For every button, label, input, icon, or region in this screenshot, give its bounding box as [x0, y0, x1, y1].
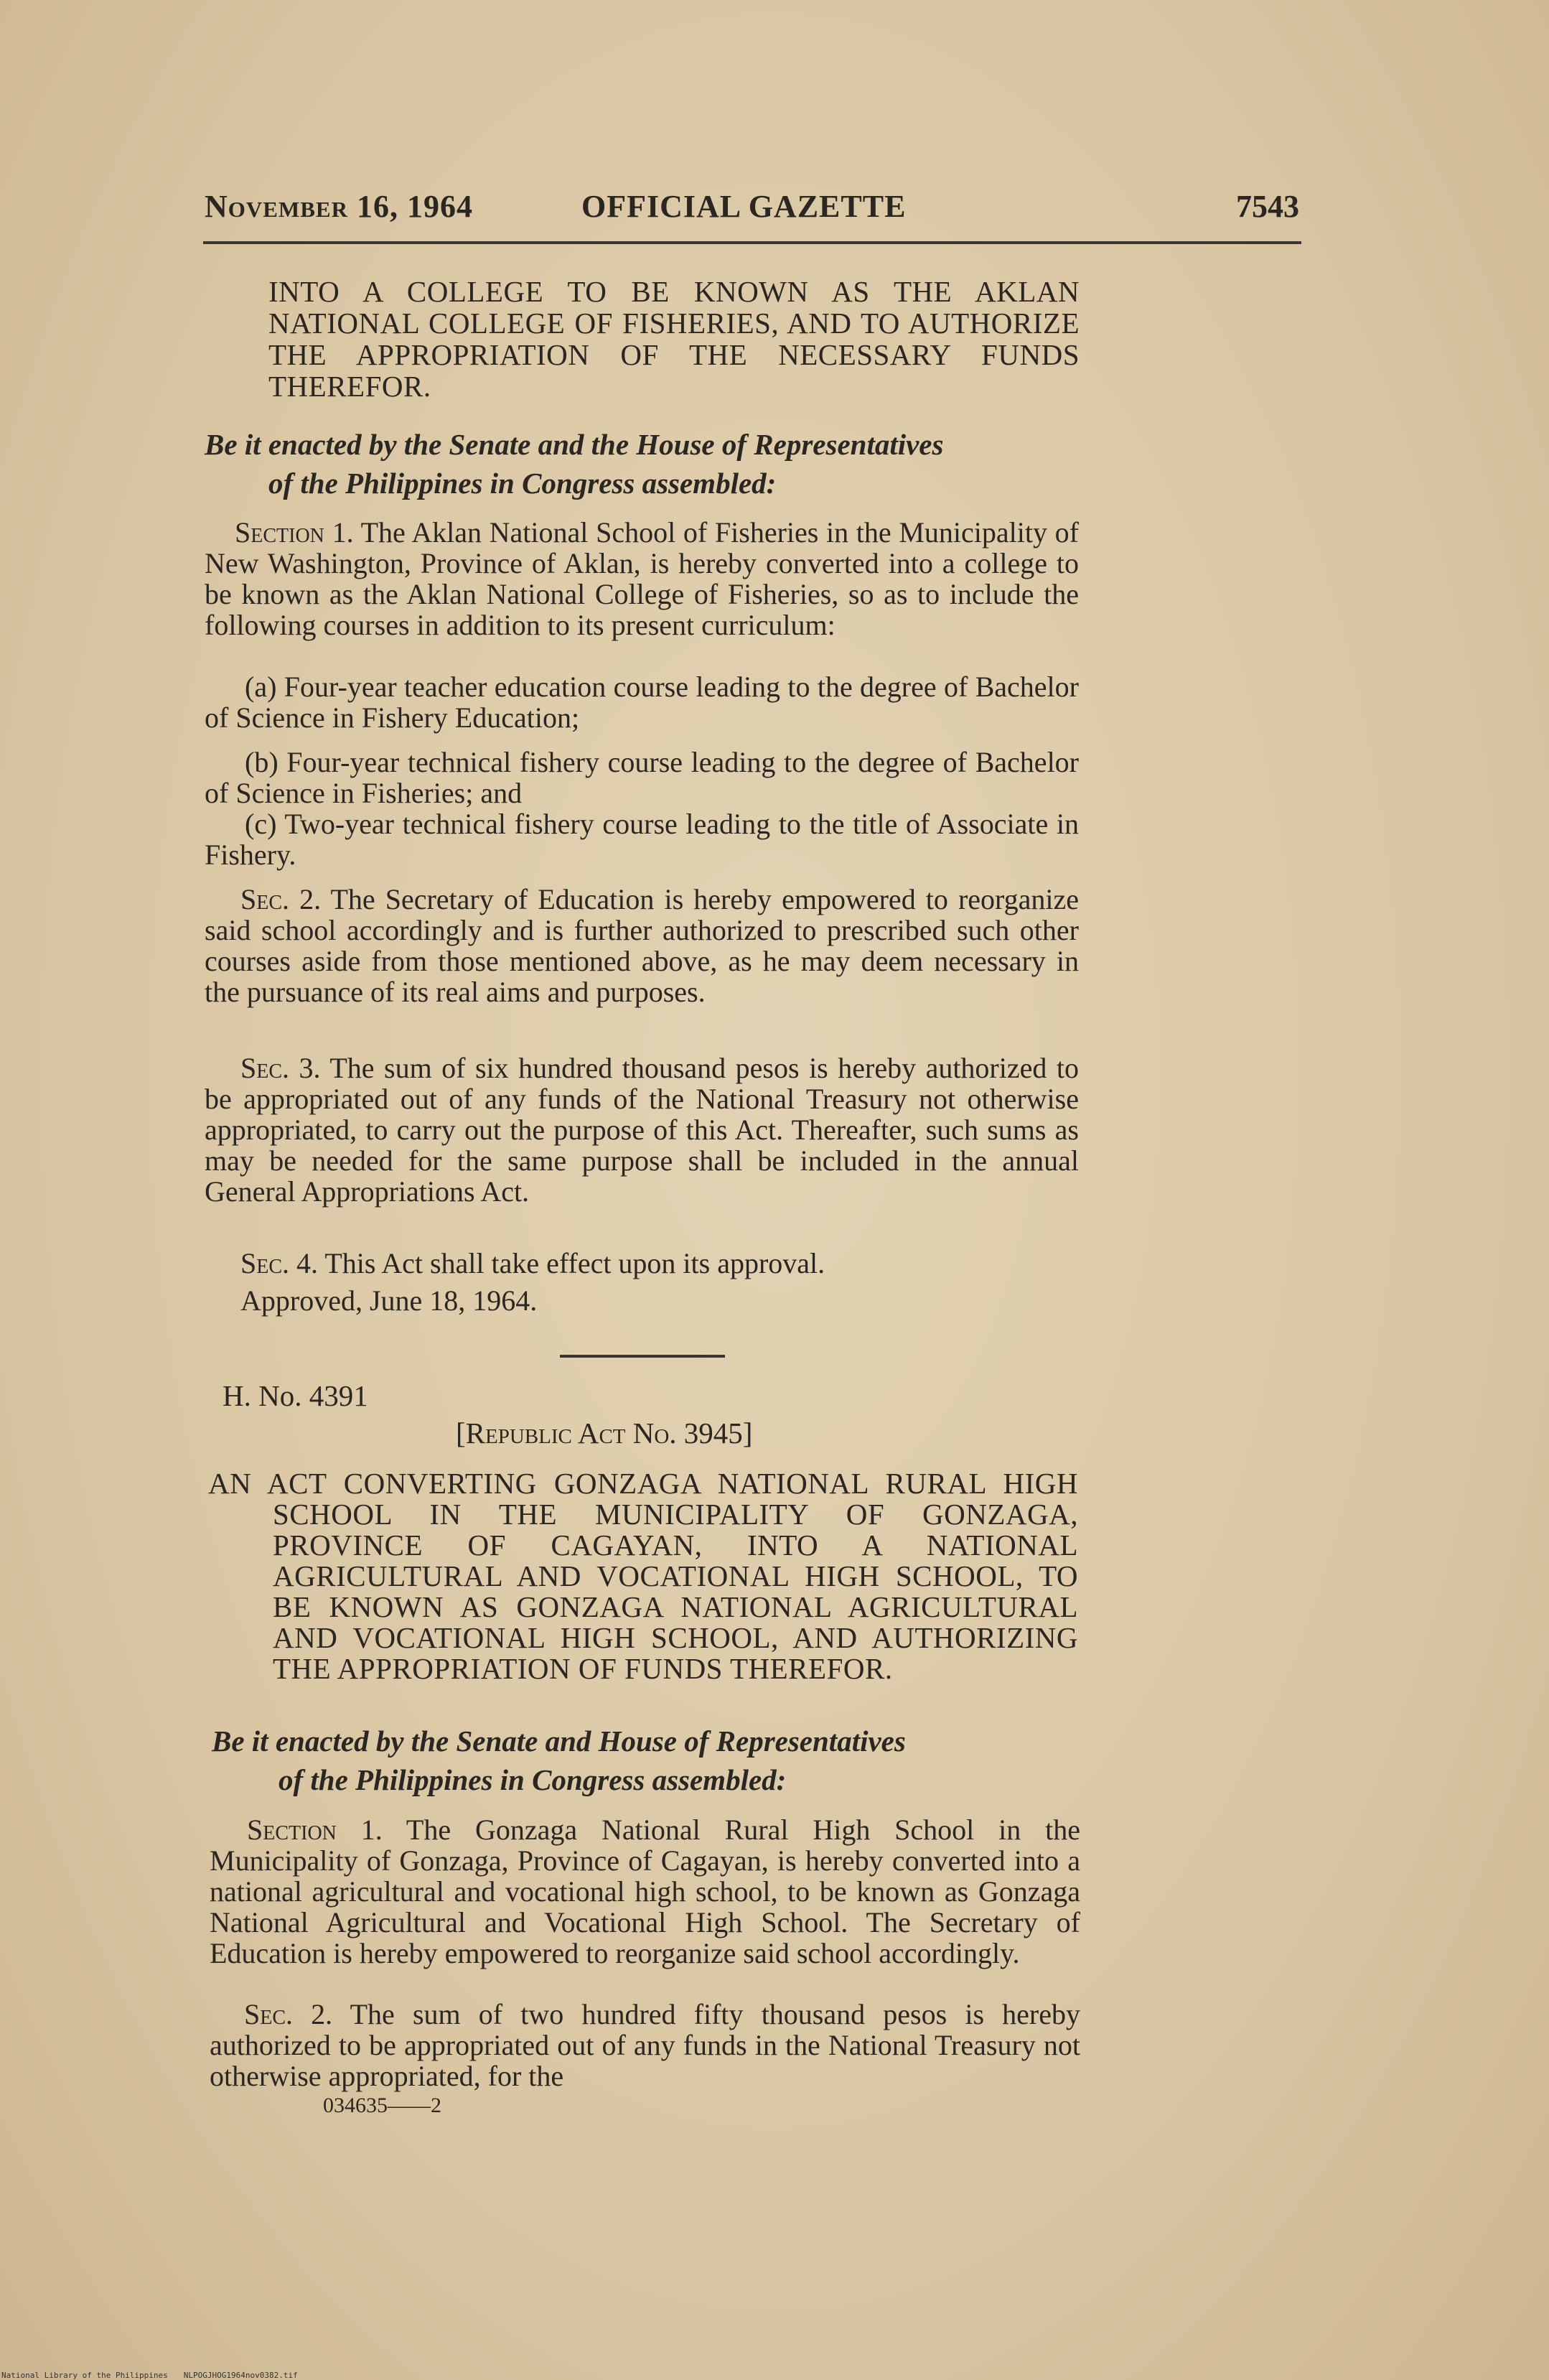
- section-text: The Aklan National School of Fisheries in the Municipality of New Washington, Province of Aklan, is hereby converted into a college to be known as the Aklan National College of Fisheries, so as to include the following courses in addition to its present curriculum:: [205, 516, 1080, 641]
- act1-section-3: [205, 1053, 1079, 1207]
- footer-library: National Library of the Philippines: [1, 2371, 168, 2380]
- act1-enacting-clause-line2: of the Philippines in Congress assembled:: [268, 467, 777, 500]
- section-text: This Act shall take effect upon its approval.: [324, 1247, 825, 1279]
- page-number: 7543: [1236, 189, 1299, 224]
- signature-mark: 034635——2: [323, 2094, 441, 2117]
- act1-enacting-clause-line1: Be it enacted by the Senate and the House of Representatives: [205, 428, 944, 461]
- act1-item-b: (b) Four-year technical fishery course leading to the degree of Bachelor of Science in Fisheries; and: [205, 746, 1079, 809]
- house-bill-number: H. No. 4391: [223, 1379, 368, 1412]
- section-label: Sec. 4.: [240, 1247, 319, 1279]
- act2-title: AN ACT CONVERTING GONZAGA NATIONAL RURAL HIGH SCHOOL IN THE MUNICIPALITY OF GONZAGA, PROVINCE OF CAGAYAN, INTO A NATIONAL AGRICULTURAL AND VOCATIONAL HIGH SCHOOL, TO BE KNOWN AS GONZAGA NATIONAL AGRICULTURAL AND VOCATIONAL HIGH SCHOOL, AND AUTHORIZING THE APPROPRIATION OF FUNDS THEREFOR.: [208, 1467, 1078, 1685]
- scan-footer: [1, 2371, 298, 2380]
- section-text: The sum of six hundred thousand pesos is hereby authorized to be appropriated out of any funds of the National Treasury not otherwise appropriated, to carry out the purpose of this Act. Thereafter, such sums as may be needed for the same purpose shall be included in the annual General Appropriations Act.: [205, 1052, 1079, 1208]
- section-divider: [560, 1355, 725, 1358]
- section-label: Sec. 2.: [240, 883, 322, 915]
- section-text: The Secretary of Education is hereby empowered to reorganize said school accordingly and is further authorized to prescribed such other courses aside from those mentioned above, as he may deem necessary in the pursuance of its real aims and purposes.: [205, 883, 1079, 1008]
- act1-item-c: (c) Two-year technical fishery course leading to the title of Associate in Fishery.: [205, 808, 1079, 871]
- act2-enacting-clause-line2: of the Philippines in Congress assembled:: [279, 1763, 787, 1796]
- section-label: Section 1.: [247, 1814, 383, 1846]
- section-text: The sum of two hundred fifty thousand pesos is hereby authorized to be appropriated out of any funds in the National Treasury not otherwise appropriated, for the: [210, 1998, 1080, 2092]
- act1-section-1: [205, 517, 1079, 640]
- issue-date: November 16, 1964: [205, 189, 473, 224]
- act2-section-1: [210, 1814, 1080, 1969]
- running-head: [205, 188, 1299, 231]
- act2-section-2: [210, 1999, 1080, 2091]
- act1-approved: Approved, June 18, 1964.: [240, 1284, 538, 1317]
- footer-filename: NLPOGJHOG1964nov0382.tif: [183, 2371, 298, 2380]
- act1-item-a: (a) Four-year teacher education course leading to the degree of Bachelor of Science in Fishery Education;: [205, 671, 1079, 734]
- act1-section-2: [205, 884, 1079, 1007]
- publication-title: OFFICIAL GAZETTE: [581, 189, 907, 224]
- header-rule: [203, 241, 1301, 244]
- section-label: Sec. 3.: [240, 1052, 321, 1084]
- act1-title-continuation: INTO A COLLEGE TO BE KNOWN AS THE AKLAN NATIONAL COLLEGE OF FISHERIES, AND TO AUTHORIZE THE APPROPRIATION OF THE NECESSARY FUNDS THEREFOR.: [268, 275, 1080, 403]
- section-label: Section 1.: [235, 516, 354, 549]
- section-label: Sec. 2.: [244, 1998, 333, 2030]
- section-text: The Gonzaga National Rural High School in the Municipality of Gonzaga, Province of Cagayan, is hereby converted into a national agricultural and vocational high school, to be known as Gonzaga National Agricultural and Vocational High School. The Secretary of Education is hereby empowered to reorganize said school accordingly.: [210, 1814, 1081, 1969]
- act2-enacting-clause-line1: Be it enacted by the Senate and House of Representatives: [212, 1725, 906, 1758]
- act1-section-4: [240, 1248, 1080, 1279]
- republic-act-number: [Republic Act No. 3945]: [456, 1417, 753, 1450]
